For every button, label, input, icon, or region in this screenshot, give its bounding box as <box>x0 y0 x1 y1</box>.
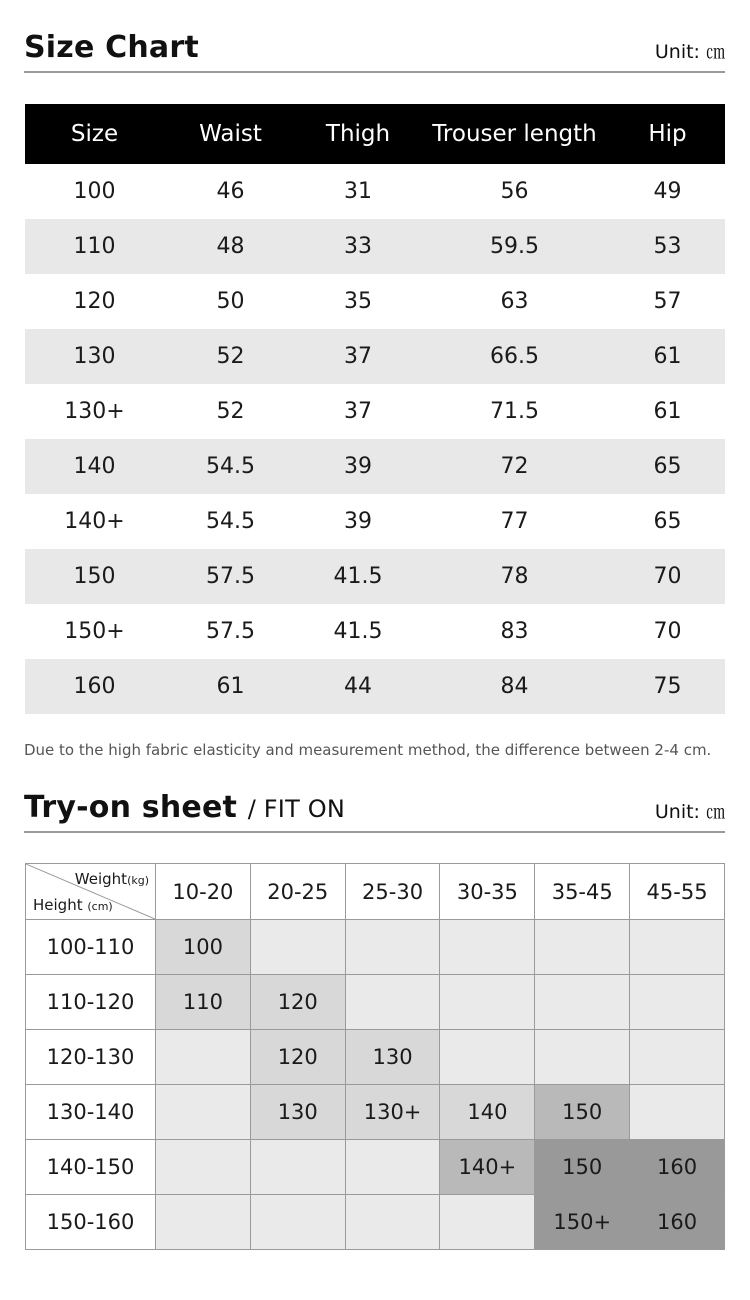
height-range-label: 130-140 <box>26 1085 156 1140</box>
fit-size-cell <box>156 1195 251 1250</box>
fit-size-cell <box>535 1030 630 1085</box>
fit-size-cell <box>535 920 630 975</box>
corner-height-label: Height (cm) <box>33 896 113 914</box>
fit-size-cell <box>630 1030 725 1085</box>
size-cell: 57 <box>653 289 682 314</box>
fit-size-cell <box>156 1085 251 1140</box>
size-cell: 61 <box>653 399 682 424</box>
fit-size-cell: 160 <box>630 1195 725 1250</box>
size-chart-table <box>25 104 725 714</box>
size-cell: 57.5 <box>164 549 297 604</box>
size-col-header: Size <box>25 104 164 164</box>
fit-size-cell: 120 <box>250 1030 345 1085</box>
size-cell: 66.5 <box>419 329 610 384</box>
size-cell: 35 <box>344 289 372 314</box>
fit-size-cell <box>630 1085 725 1140</box>
size-cell: 57.5 <box>206 619 255 644</box>
size-chart-title: Size Chart <box>24 30 199 65</box>
weight-range-header: 35-45 <box>535 864 630 920</box>
size-cell: 120 <box>73 289 116 314</box>
size-cell: 54.5 <box>206 509 255 534</box>
size-cell: 37 <box>344 399 372 424</box>
size-cell: 140 <box>25 439 164 494</box>
fit-size-cell: 130 <box>250 1085 345 1140</box>
weight-range-header: 30-35 <box>440 864 535 920</box>
size-chart-header-row <box>25 104 725 164</box>
fit-sheet-header-row <box>26 864 725 920</box>
size-cell: 61 <box>164 659 297 714</box>
size-cell: 78 <box>419 549 610 604</box>
size-cell: 52 <box>164 329 297 384</box>
size-cell: 130 <box>25 329 164 384</box>
height-range-label: 110-120 <box>26 975 156 1030</box>
size-cell: 71.5 <box>490 399 539 424</box>
fit-sheet-body <box>26 920 725 1250</box>
size-cell: 83 <box>500 619 529 644</box>
size-row <box>25 494 725 549</box>
fit-size-cell <box>440 1030 535 1085</box>
fit-row <box>26 1195 725 1250</box>
fit-size-cell <box>535 975 630 1030</box>
size-cell: 59.5 <box>419 219 610 274</box>
height-range-label: 150-160 <box>26 1195 156 1250</box>
size-cell: 33 <box>297 219 419 274</box>
fit-row <box>26 975 725 1030</box>
fit-size-cell <box>345 975 440 1030</box>
size-row <box>25 439 725 494</box>
weight-range-header: 20-25 <box>250 864 345 920</box>
size-row <box>25 384 725 439</box>
fit-size-cell <box>630 920 725 975</box>
size-cell: 44 <box>297 659 419 714</box>
fit-corner-cell <box>26 864 156 920</box>
weight-range-header: 45-55 <box>630 864 725 920</box>
size-cell: 65 <box>653 509 682 534</box>
fit-size-cell <box>250 1140 345 1195</box>
height-range-label: 140-150 <box>26 1140 156 1195</box>
fit-size-cell: 160 <box>630 1140 725 1195</box>
fit-size-cell: 150+ <box>535 1195 630 1250</box>
size-cell: 46 <box>216 179 245 204</box>
fit-size-cell <box>345 1195 440 1250</box>
fit-size-cell <box>156 1030 251 1085</box>
fit-size-cell <box>440 975 535 1030</box>
height-range-label: 100-110 <box>26 920 156 975</box>
size-cell: 110 <box>25 219 164 274</box>
size-cell: 61 <box>610 329 725 384</box>
fit-size-cell: 100 <box>156 920 251 975</box>
size-col-header: Trouser length <box>419 104 610 164</box>
size-row <box>25 274 725 329</box>
size-cell: 41.5 <box>297 549 419 604</box>
size-cell: 84 <box>419 659 610 714</box>
fit-size-cell: 140+ <box>440 1140 535 1195</box>
size-chart-unit: Unit: ㎝ <box>654 41 725 63</box>
measurement-note: Due to the high fabric elasticity and measurement method, the difference between 2-4 cm. <box>24 741 712 759</box>
size-cell: 56 <box>500 179 529 204</box>
fit-size-cell <box>156 1140 251 1195</box>
fit-size-cell: 150 <box>535 1140 630 1195</box>
size-cell: 70 <box>653 619 682 644</box>
fit-row <box>26 1085 725 1140</box>
fit-size-cell: 120 <box>250 975 345 1030</box>
size-cell: 39 <box>344 509 372 534</box>
fit-sheet-title-main: Try-on sheet <box>24 790 238 825</box>
fit-sheet-unit: Unit: ㎝ <box>654 801 725 823</box>
weight-range-header: 10-20 <box>156 864 251 920</box>
fit-size-cell <box>345 920 440 975</box>
fit-size-cell <box>440 1195 535 1250</box>
size-col-header: Waist <box>164 104 297 164</box>
size-cell: 75 <box>610 659 725 714</box>
fit-row <box>26 1140 725 1195</box>
size-row <box>25 549 725 604</box>
size-cell: 31 <box>344 179 372 204</box>
size-row <box>25 219 725 274</box>
size-row <box>25 329 725 384</box>
size-cell: 37 <box>297 329 419 384</box>
fit-sheet-title <box>24 790 345 825</box>
size-cell: 50 <box>216 289 245 314</box>
fit-size-cell <box>250 920 345 975</box>
size-cell: 49 <box>653 179 682 204</box>
size-cell: 53 <box>610 219 725 274</box>
fit-size-cell: 130 <box>345 1030 440 1085</box>
fit-sheet-table <box>25 863 725 1250</box>
size-cell: 150+ <box>64 619 125 644</box>
fit-size-cell <box>250 1195 345 1250</box>
fit-size-cell: 140 <box>440 1085 535 1140</box>
size-row <box>25 164 725 219</box>
fit-sheet-subtitle: / FIT ON <box>247 795 346 823</box>
fit-size-cell: 150 <box>535 1085 630 1140</box>
size-row <box>25 659 725 714</box>
size-cell: 48 <box>164 219 297 274</box>
size-cell: 63 <box>500 289 529 314</box>
fit-size-cell: 110 <box>156 975 251 1030</box>
size-chart-header <box>24 28 725 73</box>
size-cell: 52 <box>216 399 245 424</box>
fit-row <box>26 1030 725 1085</box>
size-cell: 130+ <box>64 399 125 424</box>
fit-row <box>26 920 725 975</box>
size-row <box>25 604 725 659</box>
fit-size-cell <box>440 920 535 975</box>
fit-sheet-header <box>24 788 725 833</box>
size-cell: 54.5 <box>164 439 297 494</box>
size-cell: 70 <box>610 549 725 604</box>
fit-size-cell <box>630 975 725 1030</box>
size-chart-body <box>25 164 725 714</box>
fit-size-cell: 130+ <box>345 1085 440 1140</box>
weight-range-header: 25-30 <box>345 864 440 920</box>
size-cell: 39 <box>297 439 419 494</box>
size-cell: 41.5 <box>333 619 383 644</box>
size-cell: 65 <box>610 439 725 494</box>
size-cell: 77 <box>500 509 529 534</box>
size-cell: 100 <box>73 179 116 204</box>
height-range-label: 120-130 <box>26 1030 156 1085</box>
size-col-header: Hip <box>610 104 725 164</box>
corner-weight-label: Weight(kg) <box>74 870 149 888</box>
size-cell: 140+ <box>64 509 125 534</box>
size-cell: 160 <box>25 659 164 714</box>
fit-size-cell <box>345 1140 440 1195</box>
size-cell: 72 <box>419 439 610 494</box>
size-cell: 150 <box>25 549 164 604</box>
size-col-header: Thigh <box>297 104 419 164</box>
